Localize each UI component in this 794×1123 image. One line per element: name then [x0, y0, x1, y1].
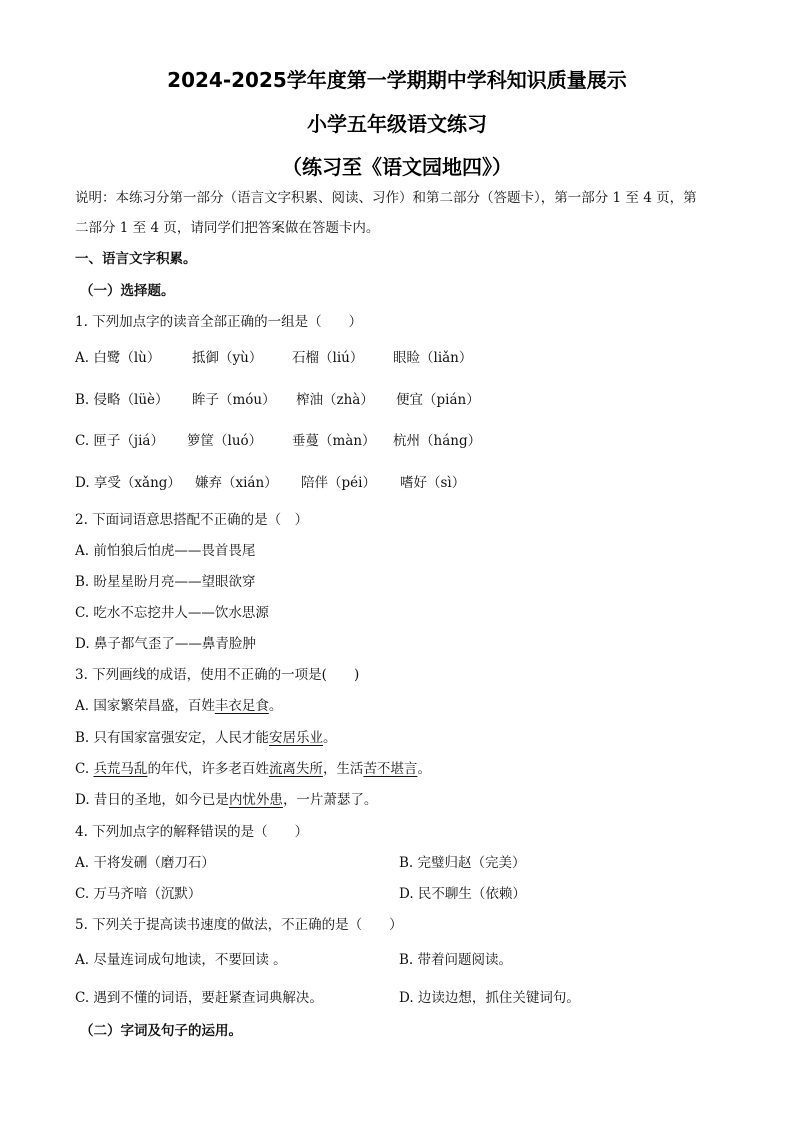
q1-stem: 1. 下列加点字的读音全部正确的一组是（ ）	[75, 314, 363, 330]
q3-d-end: ，一片萧瑟了。	[282, 792, 378, 808]
q1-a-1: A. 白鹭（lù）	[75, 350, 161, 366]
q3-stem: 3. 下列画线的成语，使用不正确的一项是( )	[75, 667, 360, 683]
q4-option-c: C. 万马齐喑（沉默）	[75, 886, 202, 902]
q1-b-2: 眸子（móu）	[192, 392, 276, 408]
q3-b-idiom: 安居乐业	[269, 730, 324, 746]
q3-a-text: A. 国家繁荣昌盛，百姓	[75, 698, 215, 714]
intro-line-1: 说明：本练习分第一部分（语言文字积累、阅读、习作）和第二部分（答题卡），第一部分 1 至 4 页，第	[75, 190, 697, 206]
q1-option-d	[75, 474, 735, 492]
q1-d-2: 嫌弃（xián）	[195, 475, 278, 491]
q4-stem: 4. 下列加点字的解释错误的是（ ）	[75, 824, 309, 840]
q3-option-a	[75, 697, 282, 715]
q1-d-4: 嗜好（sì）	[400, 475, 466, 491]
q1-a-3: 石榴（liú）	[292, 350, 364, 366]
q3-c-idiom-1: 兵荒马乱	[93, 761, 148, 777]
q1-c-4: 杭州（háng）	[393, 433, 482, 449]
q3-a-idiom: 丰衣足食	[214, 698, 269, 714]
section-heading: 一、语言文字积累。	[75, 251, 197, 267]
subsection-usage: （二）字词及句子的运用。	[80, 1023, 242, 1039]
q3-c-idiom-3: 苦不堪言	[363, 761, 418, 777]
q3-option-b	[75, 729, 337, 747]
exam-subtitle: 小学五年级语文练习	[307, 112, 487, 136]
exam-scope: （练习至《语文园地四》）	[282, 155, 512, 179]
q1-a-4: 眼睑（liǎn）	[393, 350, 473, 366]
q1-b-3: 榨油（zhà）	[296, 392, 374, 408]
q3-c-label: C.	[75, 761, 94, 777]
q3-option-c	[75, 760, 431, 778]
q5-option-b: B. 带着问题阅读。	[399, 952, 513, 968]
q5-option-a: A. 尽量连词成句地读，不要回读 。	[75, 952, 287, 968]
q3-c-text-1: 的年代，许多老百姓	[147, 761, 269, 777]
q1-option-c	[75, 432, 735, 450]
q2-stem: 2. 下面词语意思搭配不正确的是（ ）	[75, 512, 309, 528]
q3-d-idiom: 内忧外患	[228, 792, 283, 808]
q1-d-3: 陪伴（péi）	[301, 475, 376, 491]
q2-option-b: B. 盼星星盼月亮——望眼欲穿	[75, 574, 256, 590]
q1-a-2: 抵御（yù）	[192, 350, 263, 366]
q1-b-1: B. 侵略（lüè）	[75, 392, 169, 408]
q1-c-3: 垂蔓（màn）	[292, 433, 376, 449]
q4-option-a: A. 干将发硎（磨刀石）	[75, 855, 215, 871]
q1-c-2: 箩筐（luó）	[187, 433, 263, 449]
q1-d-1: D. 享受（xǎng）	[75, 475, 181, 491]
q2-option-d: D. 鼻子都气歪了——鼻青脸肿	[75, 636, 256, 652]
q3-b-end: 。	[323, 730, 337, 746]
q3-c-idiom-2: 流离失所	[268, 761, 323, 777]
exam-title: 2024-2025学年度第一学期期中学科知识质量展示	[167, 68, 627, 92]
q2-option-a: A. 前怕狼后怕虎——畏首畏尾	[75, 543, 256, 559]
q4-option-b: B. 完璧归赵（完美）	[399, 855, 526, 871]
q3-c-text-2: ，生活	[322, 761, 364, 777]
q3-a-end: 。	[268, 698, 283, 714]
q1-c-1: C. 匣子（jiá）	[75, 433, 164, 449]
q1-option-b	[75, 391, 735, 409]
q3-d-text: D. 昔日的圣地，如今已是	[75, 792, 229, 808]
q3-c-end: 。	[417, 761, 431, 777]
q2-option-c: C. 吃水不忘挖井人——饮水思源	[75, 605, 269, 621]
subsection-choice: （一）选择题。	[80, 283, 175, 299]
q4-option-d: D. 民不聊生（依赖）	[399, 886, 526, 902]
intro-line-2: 二部分 1 至 4 页，请同学们把答案做在答题卡内。	[75, 220, 380, 236]
q1-b-4: 便宜（pián）	[396, 392, 480, 408]
q3-option-d	[75, 791, 377, 809]
q5-option-c: C. 遇到不懂的词语，要赶紧查词典解决。	[75, 990, 323, 1006]
q3-b-text: B. 只有国家富强安定，人民才能	[75, 730, 270, 746]
q5-stem: 5. 下列关于提高读书速度的做法，不正确的是（ ）	[75, 917, 403, 933]
q5-option-d: D. 边读边想，抓住关键词句。	[399, 990, 580, 1006]
q1-option-a	[75, 349, 735, 367]
